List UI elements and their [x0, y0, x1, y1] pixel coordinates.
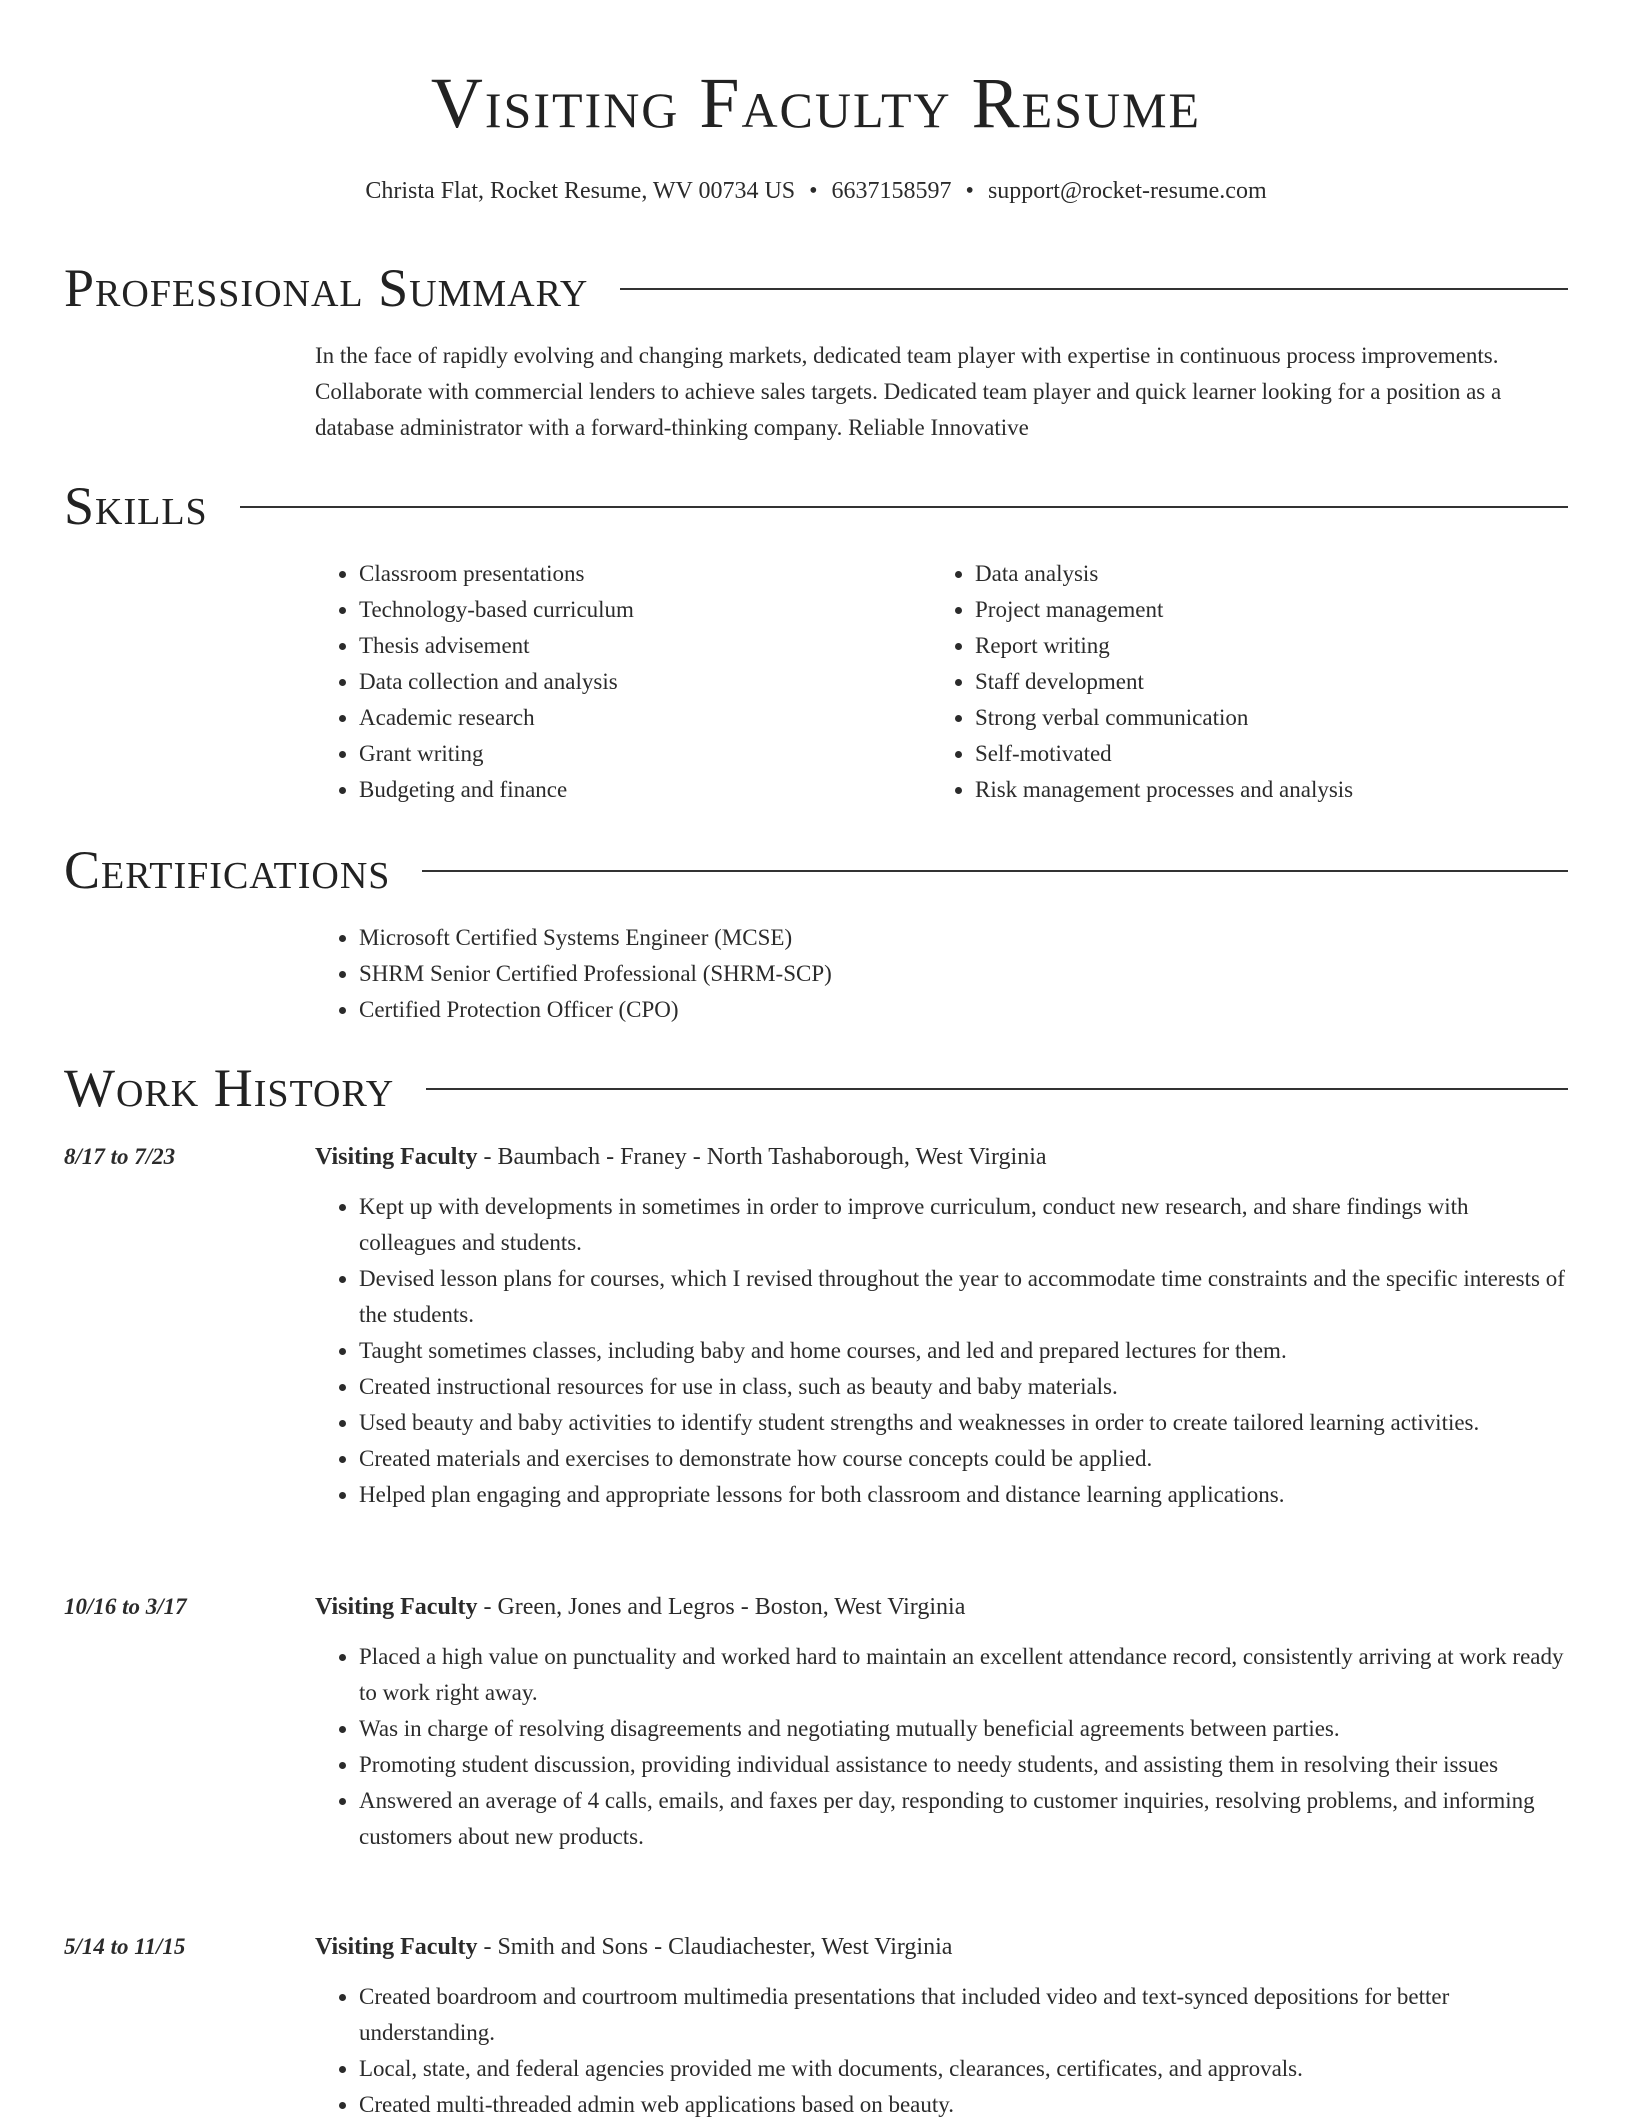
list-item: • Created multi-threaded admin web applications based on beauty. — [359, 2087, 1568, 2123]
job-bullets — [315, 1639, 1568, 1855]
list-item: • Kept up with developments in sometimes in order to improve curriculum, conduct new research, and share findings with colleagues and students. — [359, 1189, 1568, 1261]
summary-heading: Professional Summary — [64, 258, 589, 318]
job-header — [315, 1139, 1568, 1175]
job-dates: 10/16 to 3/17 — [64, 1594, 187, 1619]
job-dates: 5/14 to 11/15 — [64, 1934, 186, 1959]
work-history-heading: Work History — [64, 1058, 395, 1118]
section-divider — [240, 506, 1568, 508]
list-item: • Taught sometimes classes, including baby and home courses, and led and prepared lectures for them. — [359, 1333, 1568, 1369]
list-item: • Devised lesson plans for courses, which I revised throughout the year to accommodate time constraints and the specific interests of the students. — [359, 1261, 1568, 1333]
list-item: • Strong verbal communication — [975, 700, 1547, 736]
list-item: • Used beauty and baby activities to identify student strengths and weaknesses in order to create tailored learning activities. — [359, 1405, 1568, 1441]
list-item: • Local, state, and federal agencies provided me with documents, clearances, certificates, and approvals. — [359, 2051, 1568, 2087]
list-item: • Was in charge of resolving disagreements and negotiating mutually beneficial agreements between parties. — [359, 1711, 1568, 1747]
job-employer-location: - Green, Jones and Legros - Boston, West Virginia — [477, 1594, 966, 1620]
list-item: • Created instructional resources for use in class, such as beauty and baby materials. — [359, 1369, 1568, 1405]
list-item: • Placed a high value on punctuality and worked hard to maintain an excellent attendance record, consistently arriving at work ready to work right away. — [359, 1639, 1568, 1711]
list-item: • Helped plan engaging and appropriate lessons for both classroom and distance learning applications. — [359, 1477, 1568, 1513]
list-item: • Staff development — [975, 664, 1547, 700]
job-body — [315, 1929, 1568, 2123]
contact-separator: • — [965, 178, 974, 204]
list-item: • Budgeting and finance — [359, 772, 931, 808]
job-body — [315, 1589, 1568, 1855]
job-bullets — [315, 1979, 1568, 2123]
list-item: • Data analysis — [975, 556, 1547, 592]
contact-email: support@rocket-resume.com — [987, 178, 1267, 204]
list-item: • Answered an average of 4 calls, emails, and faxes per day, responding to customer inquiries, resolving problems, and informing customers about new products. — [359, 1783, 1568, 1855]
list-item: • Created materials and exercises to demonstrate how course concepts could be applied. — [359, 1441, 1568, 1477]
list-item: • Grant writing — [359, 736, 931, 772]
job-role: Visiting Faculty — [315, 1594, 478, 1620]
resume-title: Visiting Faculty Resume — [430, 63, 1202, 143]
certifications-section-heading — [64, 840, 1568, 900]
summary-text: In the face of rapidly evolving and changing markets, dedicated team player with expertise in continuous process improvements. Collaborate with commercial lenders to achieve sales targets. Dedicated team player and quick learner looking for a position as a database administrator with a forward-thinking company. Reliable Innovative — [315, 343, 1502, 440]
job-bullets — [315, 1189, 1568, 1513]
job-header — [315, 1929, 1568, 1965]
certifications-list — [315, 920, 1568, 1028]
job-employer-location: - Smith and Sons - Claudiachester, West Virginia — [477, 1934, 953, 1960]
list-item: • Thesis advisement — [359, 628, 931, 664]
list-item: • Microsoft Certified Systems Engineer (MCSE) — [359, 920, 1568, 956]
contact-address: Christa Flat, Rocket Resume, WV 00734 US — [365, 178, 796, 204]
list-item: • Created boardroom and courtroom multimedia presentations that included video and text-synced depositions for better understanding. — [359, 1979, 1568, 2051]
list-item: • Risk management processes and analysis — [975, 772, 1547, 808]
list-item: • Promoting student discussion, providing individual assistance to needy students, and assisting them in resolving their issues — [359, 1747, 1568, 1783]
job-body — [315, 1139, 1568, 1513]
list-item: • Data collection and analysis — [359, 664, 931, 700]
skills-column-left — [315, 556, 931, 808]
job-header — [315, 1589, 1568, 1625]
contact-separator: • — [809, 178, 818, 204]
list-item: • SHRM Senior Certified Professional (SHRM-SCP) — [359, 956, 1568, 992]
list-item: • Report writing — [975, 628, 1547, 664]
section-divider — [426, 1088, 1568, 1090]
contact-phone: 6637158597 — [831, 178, 952, 204]
list-item: • Academic research — [359, 700, 931, 736]
work-history-section-heading — [64, 1058, 1568, 1118]
skills-column-right — [931, 556, 1547, 808]
list-item: • Technology-based curriculum — [359, 592, 931, 628]
section-divider — [620, 288, 1568, 290]
skills-section-heading — [64, 476, 1568, 536]
list-item: • Self-motivated — [975, 736, 1547, 772]
list-item: • Project management — [975, 592, 1547, 628]
section-divider — [422, 870, 1568, 872]
job-role: Visiting Faculty — [315, 1934, 478, 1960]
list-item: • Classroom presentations — [359, 556, 931, 592]
skills-list — [315, 556, 1568, 808]
certifications-heading: Certifications — [64, 840, 391, 900]
summary-section-heading — [64, 258, 1568, 318]
list-item: • Certified Protection Officer (CPO) — [359, 992, 1568, 1028]
skills-heading: Skills — [64, 476, 208, 536]
job-role: Visiting Faculty — [315, 1144, 478, 1170]
contact-line — [64, 176, 1568, 206]
job-dates: 8/17 to 7/23 — [64, 1144, 176, 1169]
job-employer-location: - Baumbach - Franey - North Tashaborough, West Virginia — [477, 1144, 1047, 1170]
